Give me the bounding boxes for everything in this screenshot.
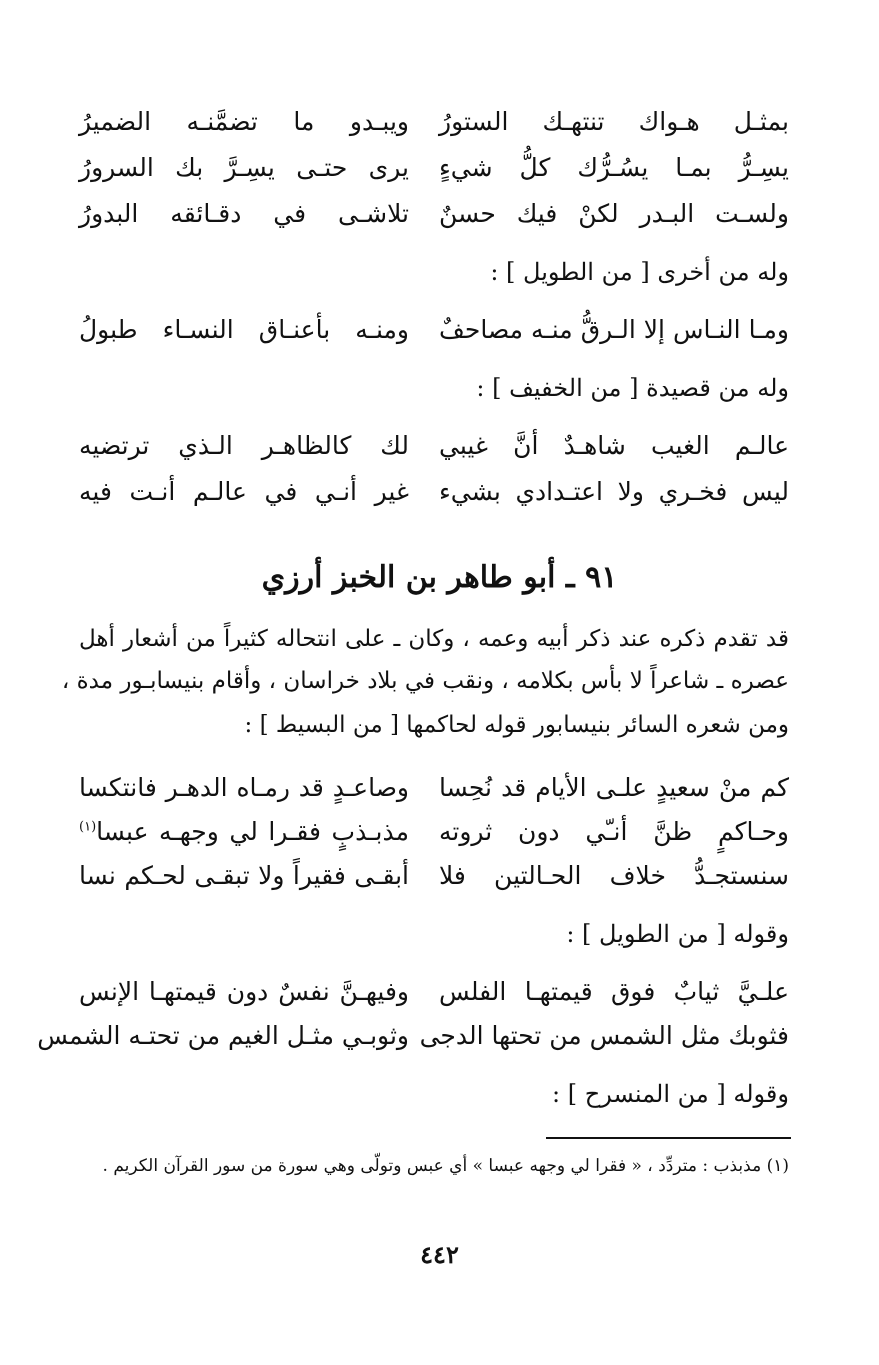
second-hemistich: غير أنـي في عالـم أنـت فيه bbox=[79, 477, 409, 506]
first-hemistich: ولسـت البـدر لكنْ فيك حسنٌ bbox=[439, 199, 789, 228]
verse-line bbox=[79, 305, 789, 355]
footnote-rule bbox=[546, 1137, 791, 1139]
poem-intro: وقوله [ من المنسرح ] : bbox=[552, 1080, 789, 1108]
first-hemistich: فثوبك مثل الشمس من تحتها الدجى bbox=[419, 1021, 789, 1050]
second-hemistich: ومنـه بأعنـاق النسـاء طبولُ bbox=[79, 315, 409, 344]
verse-line bbox=[79, 421, 789, 471]
verse-line bbox=[79, 763, 789, 813]
verse-line bbox=[37, 1011, 789, 1061]
second-hemistich: لك كالظاهـر الـذي ترتضيه bbox=[79, 431, 409, 460]
verse-line bbox=[79, 143, 789, 193]
second-hemistich: ويبـدو ما تضمَّنـه الضميرُ bbox=[79, 107, 409, 136]
verse-line bbox=[79, 851, 789, 901]
second-hemistich: وصاعـدٍ قد رمـاه الدهـر فانتكسا bbox=[79, 773, 409, 802]
page-number: ٤٤٢ bbox=[420, 1240, 459, 1269]
section-heading: ٩١ ـ أبو طاهر بن الخبز أرزي bbox=[261, 560, 618, 595]
first-hemistich: كم منْ سعيدٍ علـى الأيام قد نُحِسا bbox=[439, 773, 789, 802]
paragraph-line: عصره ـ شاعراً لا بأس بكلامه ، ونقب في بلاد خراسان ، وأقام بنيسابـور مدة ، bbox=[61, 668, 789, 694]
paragraph-line: قد تقدم ذكره عند ذكر أبيه وعمه ، وكان ـ على انتحاله كثيراً من أشعار أهل bbox=[79, 626, 789, 652]
footnote: (١) مذبذب : متردِّد ، « فقرا لي وجهه عبسا » أي عبس وتولّى وهي سورة من سور القرآن الكريم . bbox=[102, 1156, 789, 1176]
poem-intro: وله من أخرى [ من الطويل ] : bbox=[490, 258, 789, 286]
verse-line bbox=[79, 807, 789, 857]
footnote-marker: (١) bbox=[79, 819, 97, 835]
hemistich-text: مذبـذبٍ فقـرا لي وجهـه عبسا bbox=[96, 817, 409, 846]
paragraph-line: ومن شعره السائر بنيسابور قوله لحاكمها [ من البسيط ] : bbox=[244, 712, 789, 738]
second-hemistich: وثوبـي مثـل الغيم من تحتـه الشمس bbox=[37, 1021, 409, 1050]
second-hemistich: يرى حتـى يسِـرَّ بك السرورُ bbox=[79, 153, 409, 182]
verse-line bbox=[79, 97, 789, 147]
poem-intro: وله من قصيدة [ من الخفيف ] : bbox=[476, 374, 789, 402]
second-hemistich: تلاشـى في دقـائقه البدورُ bbox=[79, 199, 409, 228]
first-hemistich: ليس فخـري ولا اعتـدادي بشيء bbox=[439, 477, 789, 506]
first-hemistich: بمثـل هـواك تنتهـك الستورُ bbox=[439, 107, 789, 136]
first-hemistich: علـيَّ ثيابٌ فوق قيمتهـا الفلس bbox=[439, 977, 789, 1006]
first-hemistich: سنستجـدُّ خلاف الحـالتين فلا bbox=[439, 861, 789, 890]
first-hemistich: وحـاكمٍ ظنَّ أنـّي دون ثروته bbox=[439, 817, 789, 846]
first-hemistich: يسِـرُّ بمـا يسُـرُّك كلُّ شيءٍ bbox=[439, 153, 789, 182]
verse-line bbox=[79, 967, 789, 1017]
poem-intro: وقوله [ من الطويل ] : bbox=[566, 920, 789, 948]
verse-line bbox=[79, 189, 789, 239]
second-hemistich: أبقـى فقيراً ولا تبقـى لحـكم نسا bbox=[79, 861, 409, 890]
second-hemistich: وفيهـنَّ نفسٌ دون قيمتهـا الإنس bbox=[79, 977, 409, 1006]
second-hemistich bbox=[79, 807, 409, 857]
verse-line bbox=[79, 467, 789, 517]
first-hemistich: عالـم الغيب شاهـدٌ أنَّ غيبي bbox=[439, 431, 789, 460]
first-hemistich: ومـا النـاس إلا الـرقُّ منـه مصاحفٌ bbox=[439, 315, 789, 344]
